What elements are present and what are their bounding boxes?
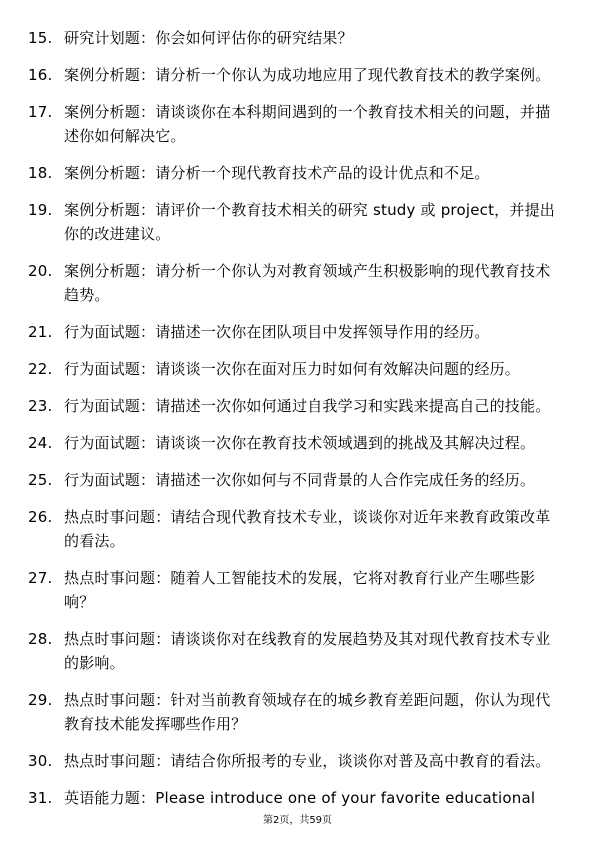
question-number: 21. [28, 323, 53, 341]
question-item [0, 198, 595, 246]
question-number: 17. [28, 103, 53, 121]
question-item [0, 161, 595, 185]
question-text: 行为面试题：请描述一次你如何与不同背景的人合作完成任务的经历。 [64, 471, 536, 489]
question-item [0, 505, 595, 553]
question-number: 31. [28, 789, 53, 807]
question-number: 30. [28, 752, 53, 770]
question-item [0, 431, 595, 455]
question-number: 23. [28, 397, 53, 415]
question-item [0, 749, 595, 773]
question-number: 24. [28, 434, 53, 452]
question-text: 案例分析题：请评价一个教育技术相关的研究 study 或 project，并提出你的改进建议。 [64, 201, 555, 243]
question-item [0, 688, 595, 736]
question-text: 热点时事问题：请结合现代教育技术专业，谈谈你对近年来教育政策改革的看法。 [64, 508, 551, 550]
question-text: 行为面试题：请描述一次你如何通过自我学习和实践来提高自己的技能。 [64, 397, 551, 415]
question-item [0, 566, 595, 614]
question-text: 行为面试题：请谈谈一次你在教育技术领域遇到的挑战及其解决过程。 [64, 434, 536, 452]
question-text: 案例分析题：请分析一个你认为对教育领域产生积极影响的现代教育技术趋势。 [64, 262, 551, 304]
question-item [0, 468, 595, 492]
question-item [0, 357, 595, 381]
question-item [0, 26, 595, 50]
question-number: 26. [28, 508, 53, 526]
question-text: 案例分析题：请谈谈你在本科期间遇到的一个教育技术相关的问题，并描述你如何解决它。 [64, 103, 551, 145]
question-text: 热点时事问题：随着人工智能技术的发展，它将对教育行业产生哪些影响？ [64, 569, 536, 611]
question-text: 行为面试题：请谈谈一次你在面对压力时如何有效解决问题的经历。 [64, 360, 521, 378]
question-item [0, 786, 595, 810]
question-list [0, 26, 595, 823]
question-text: 案例分析题：请分析一个你认为成功地应用了现代教育技术的教学案例。 [64, 66, 551, 84]
question-number: 22. [28, 360, 53, 378]
page-number-footer: 第2页，共59页 [262, 815, 333, 826]
question-number: 15. [28, 29, 53, 47]
question-item [0, 627, 595, 675]
question-item [0, 63, 595, 87]
question-text: 热点时事问题：请结合你所报考的专业，谈谈你对普及高中教育的看法。 [64, 752, 551, 770]
question-text: 行为面试题：请描述一次你在团队项目中发挥领导作用的经历。 [64, 323, 490, 341]
question-number: 29. [28, 691, 53, 709]
question-text: 案例分析题：请分析一个现代教育技术产品的设计优点和不足。 [64, 164, 490, 182]
question-item [0, 100, 595, 148]
question-item [0, 394, 595, 418]
question-number: 25. [28, 471, 53, 489]
question-number: 18. [28, 164, 53, 182]
question-number: 16. [28, 66, 53, 84]
question-number: 27. [28, 569, 53, 587]
question-text: 英语能力题：Please introduce one of your favorite educational [64, 789, 536, 807]
question-number: 28. [28, 630, 53, 648]
question-text: 研究计划题：你会如何评估你的研究结果？ [64, 29, 353, 47]
question-item [0, 259, 595, 307]
question-number: 19. [28, 201, 53, 219]
question-number: 20. [28, 262, 53, 280]
question-text: 热点时事问题：请谈谈你对在线教育的发展趋势及其对现代教育技术专业的影响。 [64, 630, 551, 672]
question-item [0, 320, 595, 344]
question-text: 热点时事问题：针对当前教育领域存在的城乡教育差距问题，你认为现代教育技术能发挥哪些作用？ [64, 691, 551, 733]
